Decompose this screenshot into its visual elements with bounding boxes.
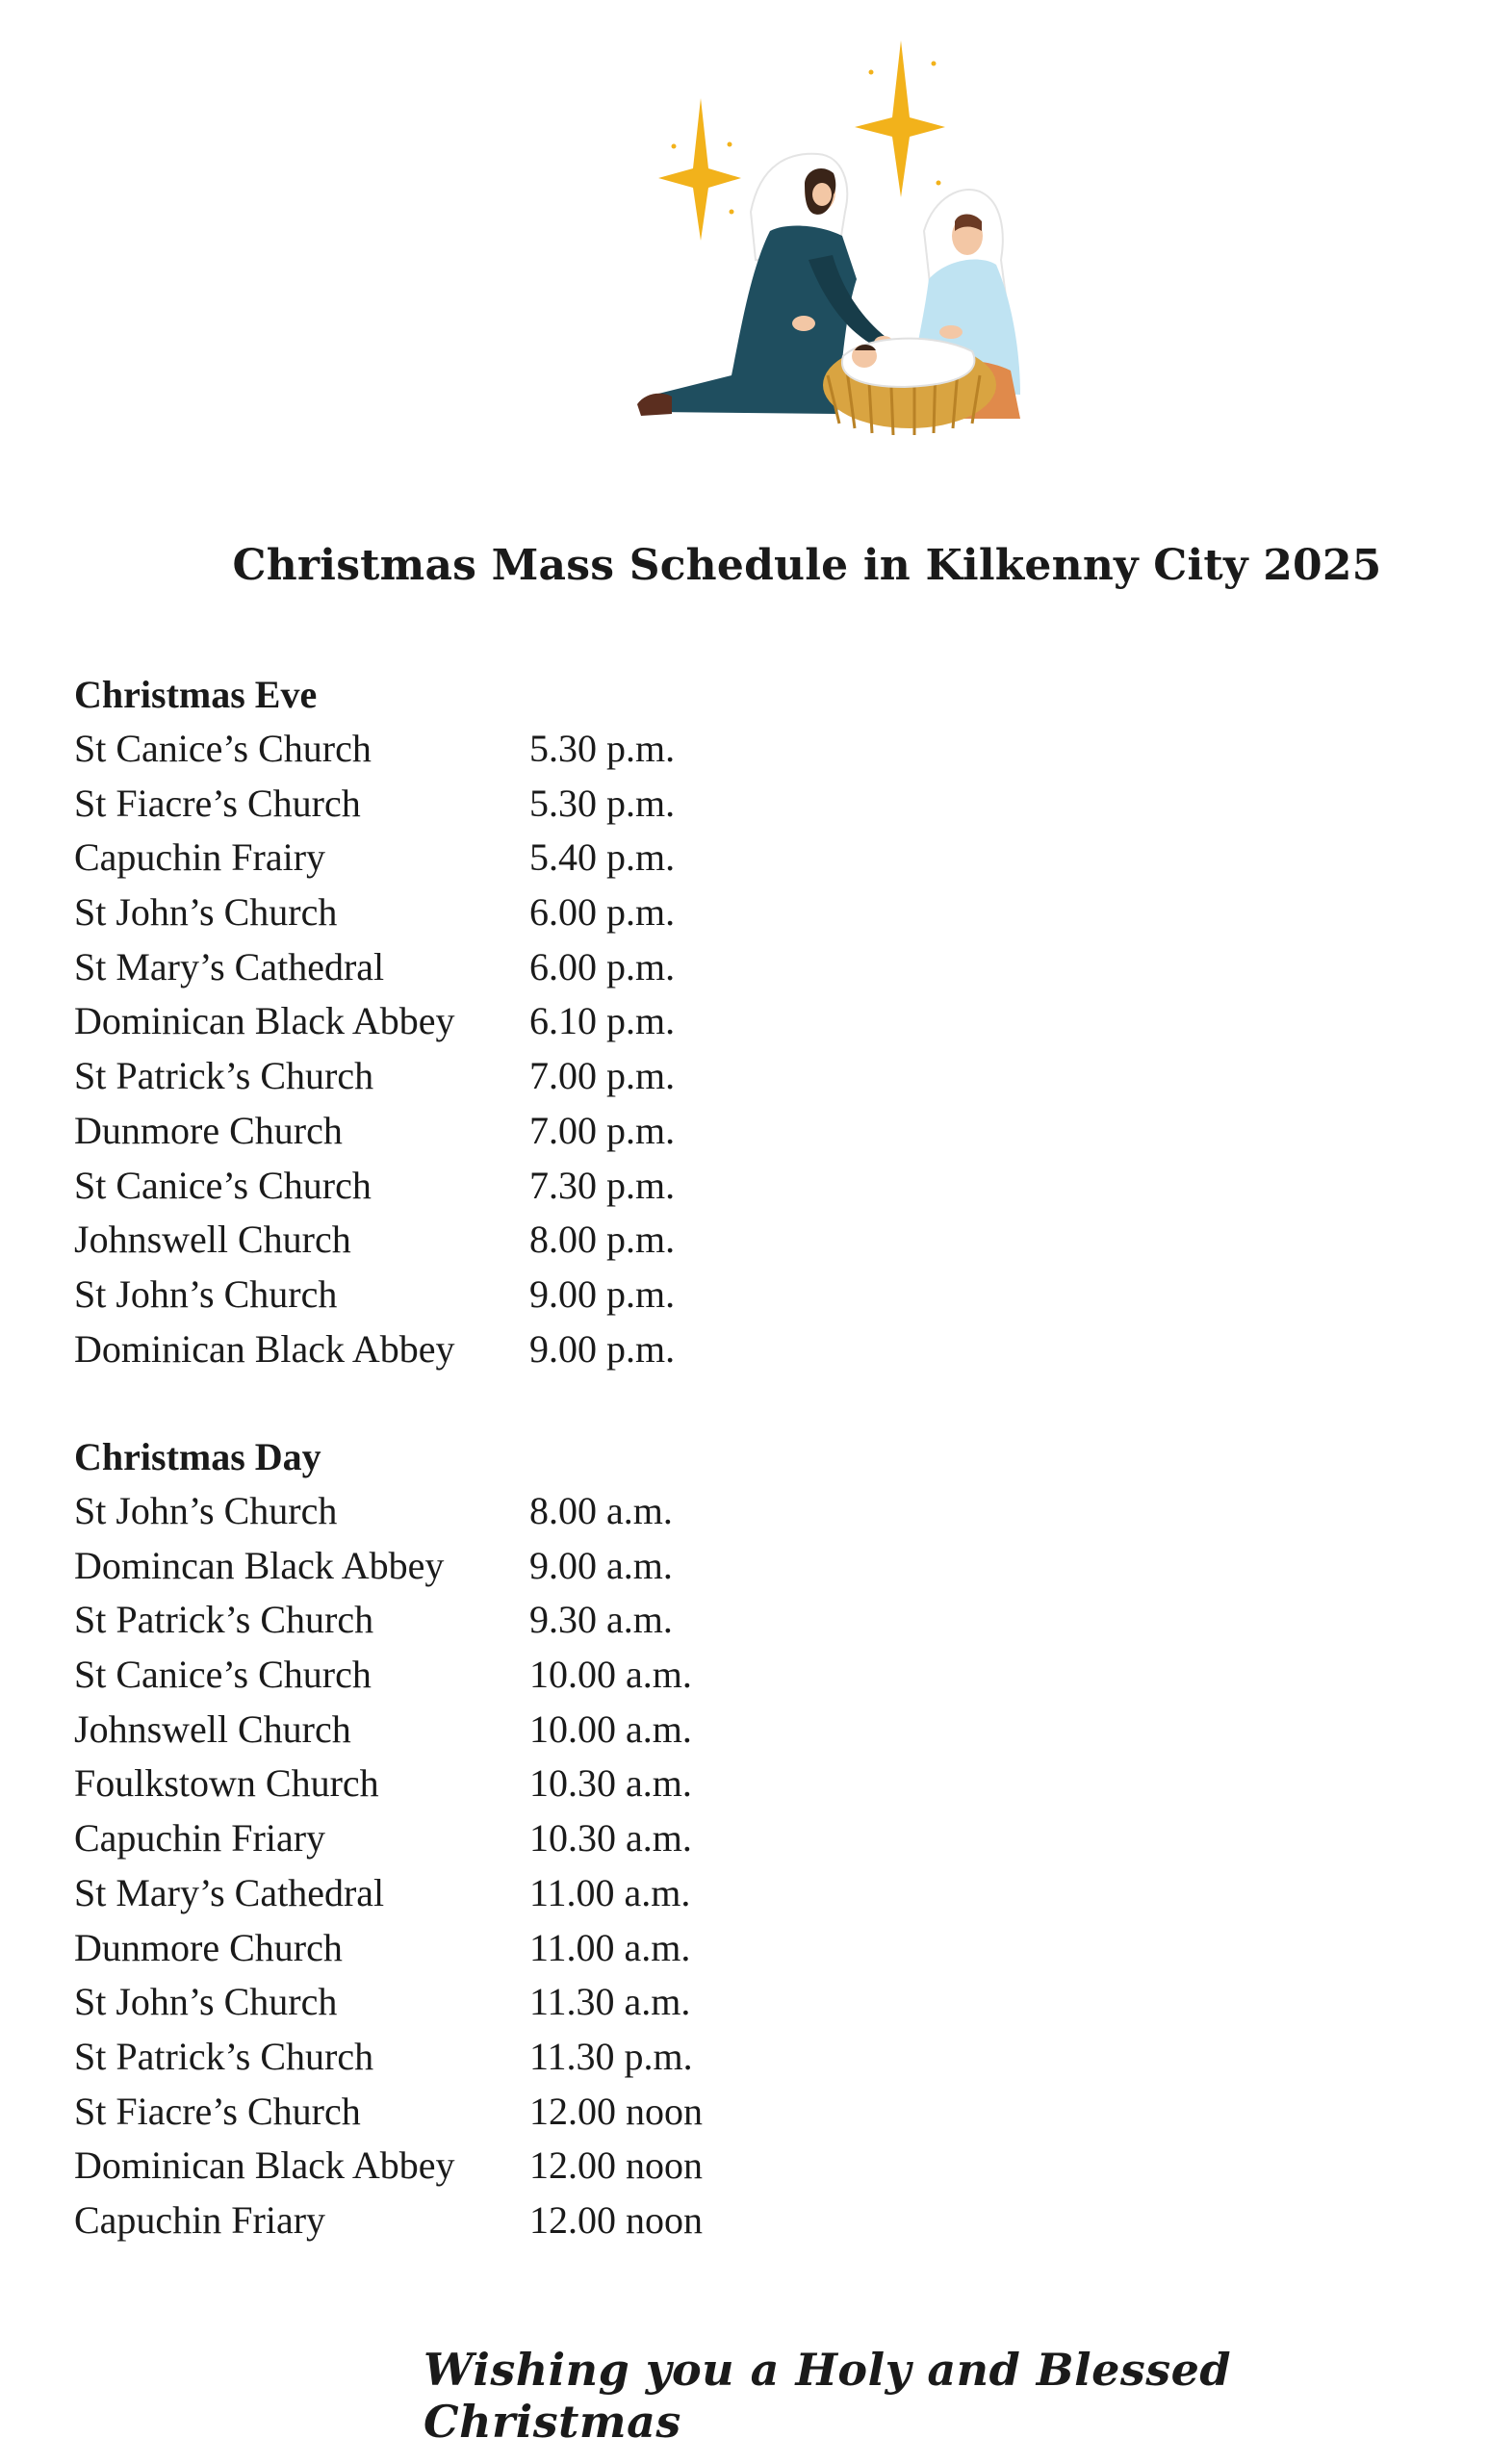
mass-time: 6.00 p.m.	[529, 890, 676, 935]
list-item	[74, 1104, 940, 1159]
christmas-day-heading: Christmas Day	[74, 1435, 321, 1478]
church-name: St Mary’s Cathedral	[74, 1870, 385, 1914]
list-item	[74, 1811, 940, 1866]
church-name: Dominican Black Abbey	[74, 999, 455, 1043]
church-name: St John’s Church	[74, 1980, 338, 2024]
list-item	[74, 1213, 940, 1268]
list-item	[74, 1539, 940, 1594]
christmas-day-section	[74, 1429, 940, 2248]
mass-time: 10.30 a.m.	[529, 1761, 692, 1806]
mass-time: 8.00 a.m.	[529, 1489, 673, 1532]
church-name: St Fiacre’s Church	[74, 781, 361, 825]
mass-time: 7.00 p.m.	[529, 1054, 676, 1098]
church-name: St Canice’s Church	[74, 727, 372, 770]
list-item	[74, 994, 940, 1049]
church-name: Foulkstown Church	[74, 1761, 379, 1806]
church-name: St John’s Church	[74, 1271, 338, 1316]
mass-time: 6.00 p.m.	[529, 944, 676, 988]
christmas-eve-heading: Christmas Eve	[74, 673, 318, 716]
list-item	[74, 722, 940, 777]
list-item	[74, 1648, 940, 1703]
mass-time: 12.00 noon	[529, 2089, 703, 2133]
mass-time: 12.00 noon	[529, 2143, 703, 2188]
mass-time: 11.00 a.m.	[529, 1870, 691, 1914]
church-name: St Patrick’s Church	[74, 1598, 374, 1642]
church-name: Capuchin Friary	[74, 2197, 326, 2242]
church-name: St John’s Church	[74, 890, 338, 935]
christmas-eve-section	[74, 667, 940, 1376]
mass-time: 5.30 p.m.	[529, 727, 676, 770]
mass-time: 11.30 a.m.	[529, 1980, 691, 2024]
list-item	[74, 2139, 940, 2194]
church-name: Johnswell Church	[74, 1218, 351, 1262]
church-name: St Patrick’s Church	[74, 2034, 374, 2078]
list-item	[74, 831, 940, 886]
list-item	[74, 1049, 940, 1104]
church-name: St Fiacre’s Church	[74, 2089, 361, 2133]
mass-time: 11.30 p.m.	[529, 2034, 693, 2078]
church-name: St Mary’s Cathedral	[74, 944, 385, 988]
manger-baby-icon	[823, 339, 996, 435]
mass-time: 9.30 a.m.	[529, 1598, 673, 1642]
mass-time: 5.30 p.m.	[529, 781, 676, 825]
mass-time: 7.00 p.m.	[529, 1108, 676, 1152]
star-left-icon	[658, 98, 741, 241]
footer-greeting: Wishing you a Holy and Blessed Christmas	[424, 2344, 1232, 2448]
list-item	[74, 1975, 940, 2030]
star-right-icon	[855, 40, 945, 197]
list-item	[74, 2085, 940, 2140]
page-title: Christmas Mass Schedule in Kilkenny City 2025	[232, 541, 1382, 590]
church-name: Capuchin Friary	[74, 1816, 326, 1861]
list-item	[74, 1866, 940, 1921]
church-name: Domincan Black Abbey	[74, 1543, 445, 1587]
list-item	[74, 886, 940, 940]
list-item	[74, 1593, 940, 1648]
mass-time: 5.40 p.m.	[529, 835, 676, 880]
mass-time: 9.00 a.m.	[529, 1543, 673, 1587]
mass-time: 7.30 p.m.	[529, 1163, 676, 1207]
church-name: St Patrick’s Church	[74, 1054, 374, 1098]
list-item	[74, 777, 940, 832]
church-name: Dominican Black Abbey	[74, 2143, 455, 2188]
list-item	[74, 940, 940, 995]
mass-time: 9.00 p.m.	[529, 1326, 676, 1371]
church-name: Dunmore Church	[74, 1925, 343, 1969]
list-item	[74, 1322, 940, 1377]
church-name: St Canice’s Church	[74, 1653, 372, 1697]
mass-time: 8.00 p.m.	[529, 1218, 676, 1262]
church-name: Johnswell Church	[74, 1707, 351, 1751]
list-item	[74, 2030, 940, 2085]
nativity-scene-icon	[616, 38, 1040, 443]
mass-time: 6.10 p.m.	[529, 999, 676, 1043]
church-name: Capuchin Frairy	[74, 835, 326, 880]
mass-time: 10.00 a.m.	[529, 1653, 692, 1697]
church-name: St Canice’s Church	[74, 1163, 372, 1207]
church-name: St John’s Church	[74, 1489, 338, 1532]
mass-time: 11.00 a.m.	[529, 1925, 691, 1969]
mass-time: 9.00 p.m.	[529, 1271, 676, 1316]
list-item	[74, 1757, 940, 1811]
mass-time: 12.00 noon	[529, 2197, 703, 2242]
list-item	[74, 1484, 940, 1539]
list-item	[74, 2194, 940, 2248]
list-item	[74, 1703, 940, 1758]
list-item	[74, 1921, 940, 1976]
mass-time: 10.30 a.m.	[529, 1816, 692, 1861]
church-name: Dunmore Church	[74, 1108, 343, 1152]
church-name: Dominican Black Abbey	[74, 1326, 455, 1371]
mass-time: 10.00 a.m.	[529, 1707, 692, 1751]
list-item	[74, 1268, 940, 1322]
list-item	[74, 1159, 940, 1214]
